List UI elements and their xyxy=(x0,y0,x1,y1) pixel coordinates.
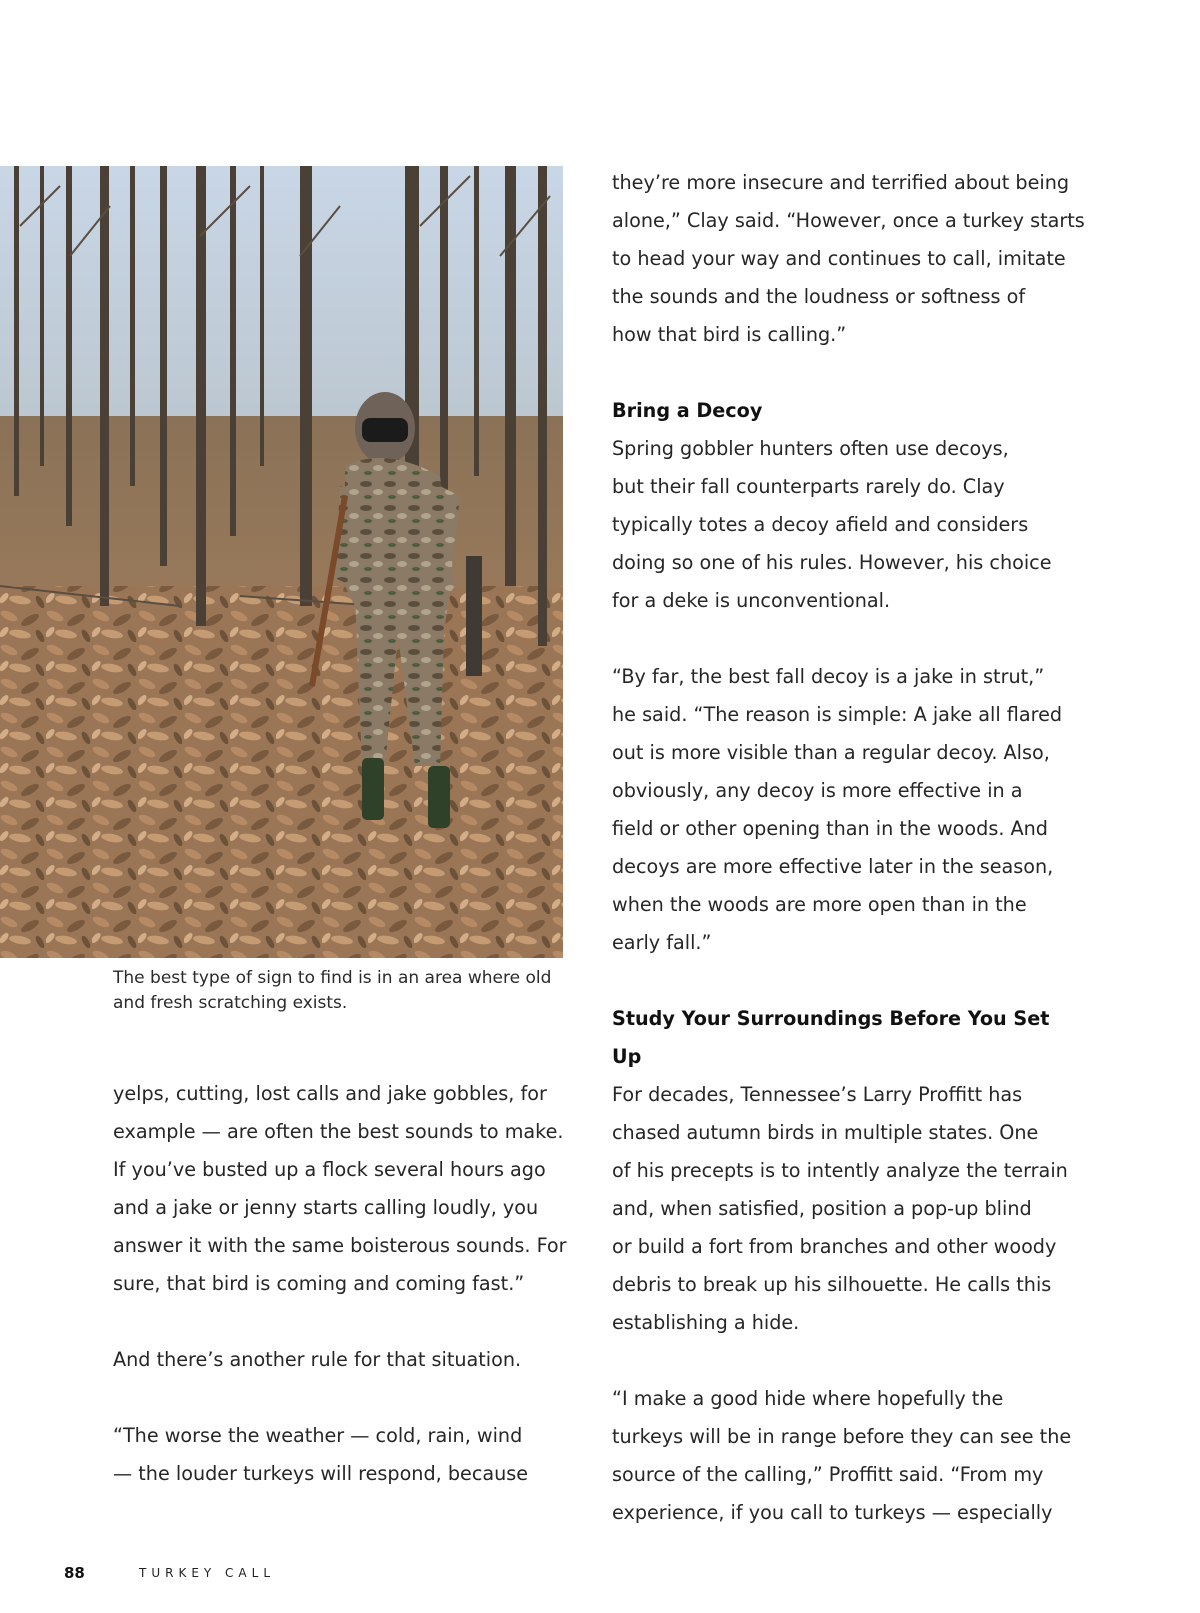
paragraph xyxy=(612,164,1085,354)
paragraph xyxy=(612,430,1082,620)
text-line: and, when satisfied, position a pop-up blind xyxy=(612,1197,1032,1220)
text-line: experience, if you call to turkeys — especially xyxy=(612,1501,1053,1524)
text-line: out is more visible than a regular decoy. Also, xyxy=(612,741,1050,764)
text-line: decoys are more effective later in the season, xyxy=(612,855,1054,878)
text-line: establishing a hide. xyxy=(612,1311,800,1334)
text-line: yelps, cutting, lost calls and jake gobbles, for xyxy=(113,1082,547,1105)
paragraph xyxy=(113,1417,583,1493)
text-line: and a jake or jenny starts calling loudly, you xyxy=(113,1196,539,1219)
photo-caption xyxy=(113,966,563,1016)
text-line: when the woods are more open than in the xyxy=(612,893,1027,916)
text-line: early fall.” xyxy=(612,931,712,954)
paragraph xyxy=(612,1076,1082,1342)
text-line: And there’s another rule for that situation. xyxy=(113,1348,522,1371)
paragraph xyxy=(612,1380,1082,1532)
text-line: — the louder turkeys will respond, because xyxy=(113,1462,529,1485)
text-line: Spring gobbler hunters often use decoys, xyxy=(612,437,1009,460)
text-line: sure, that bird is coming and coming fast.” xyxy=(113,1272,525,1295)
text-line: typically totes a decoy afield and considers xyxy=(612,513,1029,536)
text-line: they’re more insecure and terrified about being xyxy=(612,171,1070,194)
right-column xyxy=(612,164,1085,1532)
caption-line: and fresh scratching exists. xyxy=(113,993,348,1013)
text-line: debris to break up his silhouette. He calls this xyxy=(612,1273,1052,1296)
text-line: or build a fort from branches and other woody xyxy=(612,1235,1057,1258)
section-heading: Bring a Decoy xyxy=(612,399,763,422)
text-line: turkeys will be in range before they can see the xyxy=(612,1425,1072,1448)
text-line: example — are often the best sounds to make. xyxy=(113,1120,564,1143)
caption-line: The best type of sign to find is in an area where old xyxy=(113,968,552,988)
text-line: for a deke is unconventional. xyxy=(612,589,891,612)
text-line: to head your way and continues to call, imitate xyxy=(612,247,1066,270)
text-line: source of the calling,” Proffitt said. “From my xyxy=(612,1463,1044,1486)
paragraph xyxy=(113,1075,583,1303)
text-line: alone,” Clay said. “However, once a turkey starts xyxy=(612,209,1085,232)
text-line: how that bird is calling.” xyxy=(612,323,847,346)
text-line: chased autumn birds in multiple states. One xyxy=(612,1121,1039,1144)
text-line: of his precepts is to intently analyze the terrain xyxy=(612,1159,1068,1182)
paragraph xyxy=(113,1341,583,1379)
page-number: 88 xyxy=(64,1564,85,1582)
text-line: doing so one of his rules. However, his choice xyxy=(612,551,1052,574)
text-line: field or other opening than in the woods. And xyxy=(612,817,1048,840)
text-line: “The worse the weather — cold, rain, wind xyxy=(113,1424,523,1447)
text-line: “By far, the best fall decoy is a jake in strut,” xyxy=(612,665,1045,688)
paragraph xyxy=(612,658,1082,962)
text-line: obviously, any decoy is more effective in a xyxy=(612,779,1023,802)
left-column xyxy=(113,1075,583,1493)
text-line: For decades, Tennessee’s Larry Proffitt has xyxy=(612,1083,1023,1106)
text-line: but their fall counterparts rarely do. Clay xyxy=(612,475,1005,498)
section-heading: Study Your Surroundings Before You Set Up xyxy=(612,1007,1050,1068)
text-line: answer it with the same boisterous sounds. For xyxy=(113,1234,567,1257)
text-line: the sounds and the loudness or softness of xyxy=(612,285,1026,308)
text-line: he said. “The reason is simple: A jake all flared xyxy=(612,703,1063,726)
hunter-in-camouflage-woods-photo xyxy=(0,166,563,958)
magazine-title: TURKEY CALL xyxy=(139,1566,276,1580)
text-line: If you’ve busted up a flock several hours ago xyxy=(113,1158,546,1181)
text-line: “I make a good hide where hopefully the xyxy=(612,1387,1004,1410)
